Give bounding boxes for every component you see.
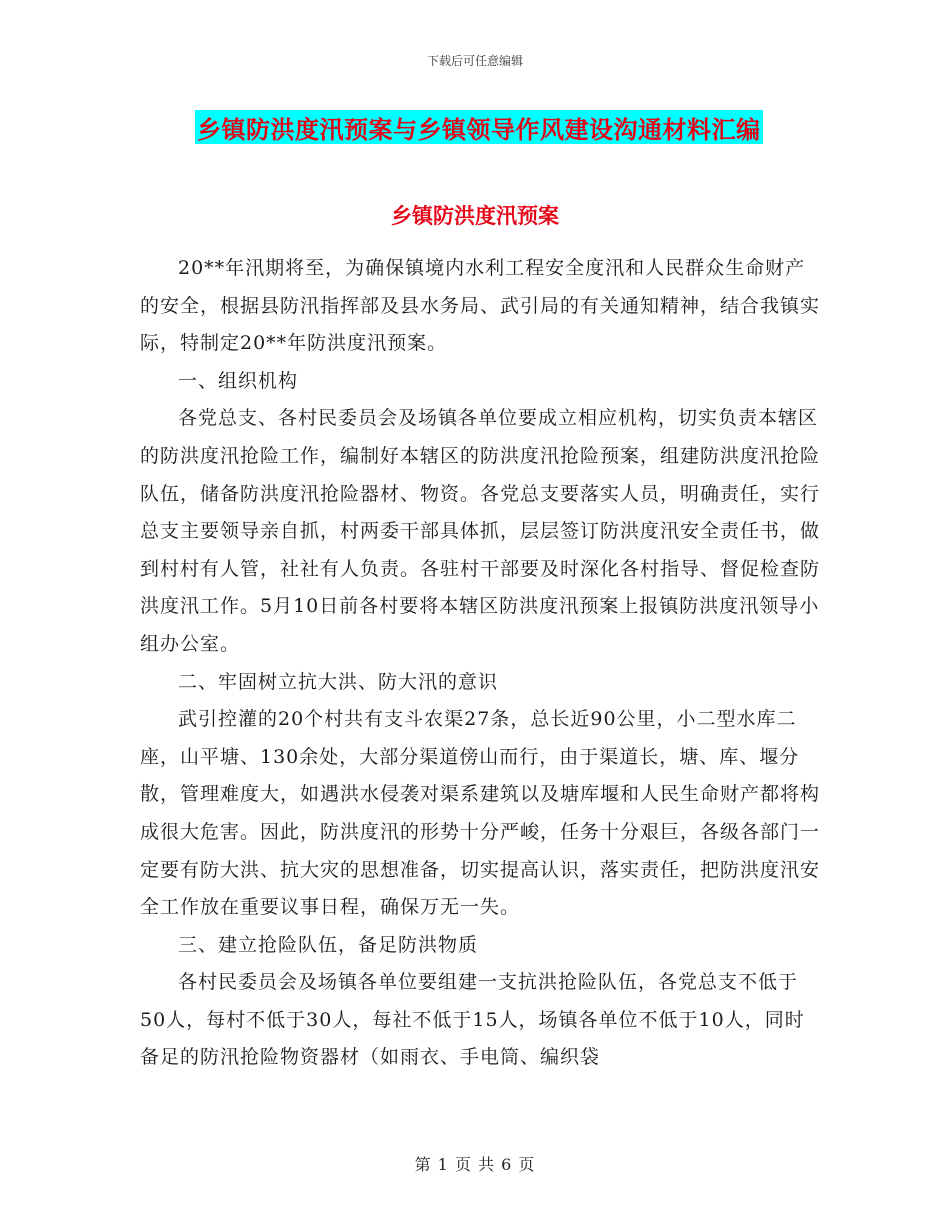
header-note: 下载后可任意编辑 — [426, 54, 523, 68]
heading-rescue-team: 三、建立抢险队伍，备足防洪物质 — [178, 933, 479, 956]
paragraph-intro: 20**年汛期将至，为确保镇境内水利工程安全度汛和人民群众生命财产的安全，根据县防汛指挥部及县水务局、武引局的有关通知精神，结合我镇实际，特制定20**年防洪度汛预案。 — [140, 257, 821, 355]
heading-organization: 一、组织机构 — [178, 369, 299, 392]
main-title: 乡镇防洪度汛预案与乡镇领导作风建设沟通材料汇编 — [197, 115, 761, 144]
page-footer: 第 1 页 共 6 页 — [414, 1155, 536, 1174]
document-body — [140, 250, 820, 1077]
paragraph-rescue-team: 各村民委员会及场镇各单位要组建一支抗洪抢险队伍，各党总支不低于50人，每村不低于30人，每社不低于15人，场镇各单位不低于10人，同时备足的防汛抢险物资器材（如雨衣、手电筒、编织袋 — [140, 971, 805, 1069]
main-title-highlight — [195, 110, 763, 144]
heading-awareness: 二、牢固树立抗大洪、防大汛的意识 — [178, 670, 499, 693]
paragraph-organization: 各党总支、各村民委员会及场镇各单位要成立相应机构，切实负责本辖区的防洪度汛抢险工作，编制好本辖区的防洪度汛抢险预案，组建防洪度汛抢险队伍，储备防洪度汛抢险器材、物资。各党总支要落实人员，明确责任，实行总支主要领导亲自抓，村两委干部具体抓，层层签订防洪度汛安全责任书，做到村村有人管，社社有人负责。各驻村干部要及时深化各村指导、督促检查防洪度汛工作。5月10日前各村要将本辖区防洪度汛预案上报镇防洪度汛领导小组办公室。 — [140, 407, 821, 655]
paragraph-awareness: 武引控灌的20个村共有支斗农渠27条，总长近90公里，小二型水库二座，山平塘、130余处，大部分渠道傍山而行，由于渠道长，塘、库、堰分散，管理难度大，如遇洪水侵袭对渠系建筑以及塘库堰和人民生命财产都将构成很大危害。因此，防洪度汛的形势十分严峻，任务十分艰巨，各级各部门一定要有防大洪、抗大灾的思想准备，切实提高认识，落实责任，把防洪度汛安全工作放在重要议事日程，确保万无一失。 — [140, 708, 821, 919]
section-title: 乡镇防洪度汛预案 — [391, 204, 559, 228]
